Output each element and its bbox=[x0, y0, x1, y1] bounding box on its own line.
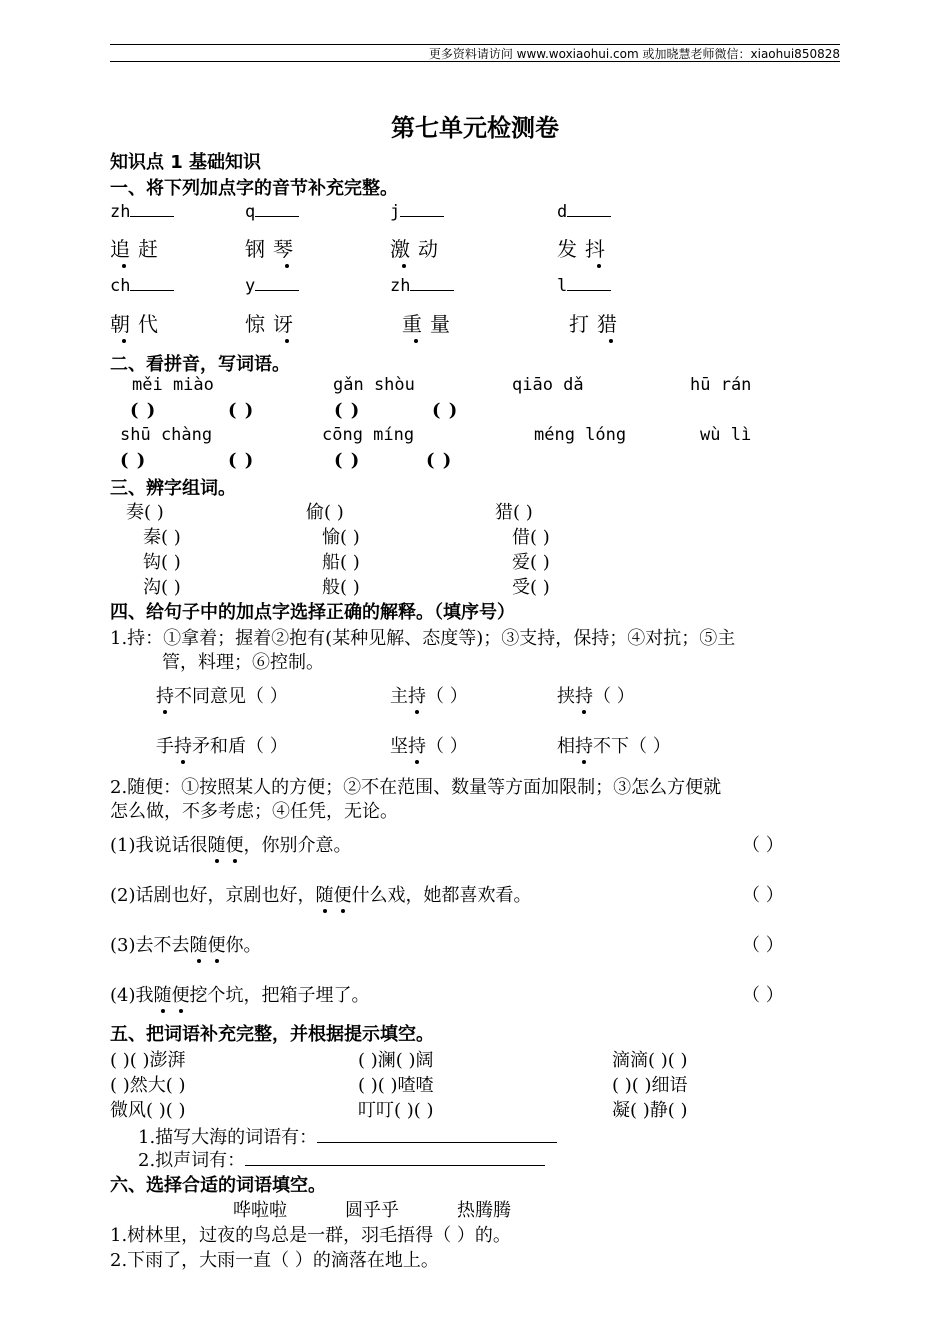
q1-definition-line-1: 1.持：①拿着；握着②抱有(某种见解、态度等)；③支持，保持；④对抗；⑤主 bbox=[110, 628, 736, 649]
definition-choice-item[interactable] bbox=[557, 682, 635, 708]
item-text: 相 bbox=[557, 736, 575, 757]
dotted-char: 猎 bbox=[597, 312, 625, 336]
pinyin-initial-blank bbox=[390, 274, 454, 296]
sentence-item bbox=[110, 931, 262, 957]
dotted-char: 持 bbox=[156, 686, 174, 707]
answer-bracket[interactable]: （ ） bbox=[742, 935, 784, 956]
dotted-char: 朝 bbox=[110, 312, 138, 336]
sentence-text: 你。 bbox=[225, 935, 262, 956]
word-char: 惊 bbox=[245, 312, 273, 336]
dotted-char: 抖 bbox=[585, 237, 613, 261]
section-3-heading: 三、辨字组词。 bbox=[110, 478, 236, 499]
char-word-item[interactable]: 爱( ) bbox=[512, 552, 550, 573]
idiom-fill-item[interactable]: 凝( )静( ) bbox=[612, 1100, 688, 1121]
pinyin-answer-blank[interactable] bbox=[130, 274, 174, 291]
idiom-fill-item[interactable]: 叮叮( )( ) bbox=[358, 1100, 434, 1121]
dotted-char: 讶 bbox=[273, 312, 301, 336]
idiom-fill-item[interactable]: 微风( )( ) bbox=[110, 1100, 186, 1121]
char-word-item[interactable]: 奏( ) bbox=[126, 502, 164, 523]
pinyin-prompt: qiāo dǎ bbox=[512, 375, 584, 395]
pinyin-initial-blank bbox=[245, 274, 299, 296]
definition-choice-item[interactable] bbox=[390, 682, 468, 708]
char-word-item[interactable]: 猎( ) bbox=[495, 502, 533, 523]
item-text: 坚 bbox=[390, 736, 408, 757]
pinyin-answer-blank[interactable] bbox=[255, 200, 299, 217]
dotted-char: 琴 bbox=[273, 237, 301, 261]
pinyin-initial: zh bbox=[390, 276, 411, 296]
word-with-dotted-char bbox=[390, 233, 446, 262]
definition-choice-item[interactable] bbox=[156, 682, 288, 708]
q1-definition-line-2: 管，料理；⑥控制。 bbox=[162, 652, 324, 673]
section-5-heading: 五、把词语补充完整，并根据提示填空。 bbox=[110, 1024, 434, 1045]
sentence-text: (4)我 bbox=[110, 985, 154, 1006]
answer-brackets[interactable]: ( ) bbox=[334, 400, 361, 421]
answer-brackets[interactable]: ( ) bbox=[228, 450, 255, 471]
dotted-char: 持 bbox=[575, 686, 593, 707]
q2-definition-line-2: 怎么做，不多考虑；④任凭，无论。 bbox=[110, 801, 398, 822]
word-char: 赶 bbox=[138, 237, 166, 261]
answer-brackets[interactable]: ( ) bbox=[426, 450, 453, 471]
pinyin-prompt: méng lóng bbox=[534, 425, 627, 445]
answer-bracket[interactable]: （ ） bbox=[742, 985, 784, 1006]
idiom-fill-item[interactable]: ( )然大( ) bbox=[110, 1075, 186, 1096]
fill-prompt-sea-label: 1.描写大海的词语有： bbox=[138, 1127, 318, 1148]
item-text: 手 bbox=[156, 736, 174, 757]
sentence-text: 挖个坑，把箱子埋了。 bbox=[189, 985, 370, 1006]
fill-line-sea[interactable] bbox=[317, 1124, 557, 1143]
answer-brackets[interactable]: ( ) bbox=[228, 400, 255, 421]
idiom-fill-item[interactable]: ( )( )喳喳 bbox=[358, 1075, 434, 1096]
fill-prompt-onomatopoeia-label: 2.拟声词有： bbox=[138, 1150, 246, 1171]
word-with-dotted-char bbox=[245, 233, 301, 262]
char-word-item[interactable]: 受( ) bbox=[512, 577, 550, 598]
item-text: （ ） bbox=[593, 686, 635, 707]
pinyin-prompt: shū chàng bbox=[120, 425, 213, 445]
dotted-char: 激 bbox=[390, 237, 418, 261]
section-2-heading: 二、看拼音，写词语。 bbox=[110, 354, 290, 375]
word-char: 打 bbox=[569, 312, 597, 336]
pinyin-initial: d bbox=[557, 202, 568, 222]
pinyin-initial-blank bbox=[557, 200, 611, 222]
dotted-char: 追 bbox=[110, 237, 138, 261]
definition-choice-item[interactable] bbox=[390, 732, 468, 758]
answer-bracket[interactable]: （ ） bbox=[742, 885, 784, 906]
pinyin-initial-blank bbox=[110, 274, 174, 296]
word-char: 钢 bbox=[245, 237, 273, 261]
sentence-text: (2)话剧也好，京剧也好， bbox=[110, 885, 316, 906]
q2-definition-line-1: 2.随便：①按照某人的方便；②不在范围、数量等方面加限制；③怎么方便就 bbox=[110, 777, 722, 798]
dotted-char: 随 bbox=[315, 885, 334, 906]
dotted-char: 便 bbox=[225, 835, 244, 856]
pinyin-initial: y bbox=[245, 276, 256, 296]
dotted-char: 持 bbox=[408, 686, 426, 707]
pinyin-answer-blank[interactable] bbox=[567, 274, 611, 291]
pinyin-answer-blank[interactable] bbox=[255, 274, 299, 291]
page-title: 第七单元检测卷 bbox=[391, 114, 559, 142]
word-with-dotted-char bbox=[245, 308, 301, 337]
dotted-char: 随 bbox=[207, 835, 226, 856]
dotted-char: 持 bbox=[408, 736, 426, 757]
word-char: 动 bbox=[418, 237, 446, 261]
idiom-fill-item[interactable]: ( )( )细语 bbox=[612, 1075, 688, 1096]
word-char: 发 bbox=[557, 237, 585, 261]
char-word-item[interactable]: 愉( ) bbox=[322, 527, 360, 548]
pinyin-initial: q bbox=[245, 202, 256, 222]
item-text: 挟 bbox=[557, 686, 575, 707]
answer-bracket[interactable]: （ ） bbox=[742, 835, 784, 856]
pinyin-initial: l bbox=[557, 276, 568, 296]
char-word-item[interactable]: 船( ) bbox=[322, 552, 360, 573]
pinyin-answer-blank[interactable] bbox=[567, 200, 611, 217]
dotted-char: 重 bbox=[402, 312, 430, 336]
dotted-char: 随 bbox=[189, 935, 208, 956]
sentence-text: ，你别介意。 bbox=[243, 835, 352, 856]
sentence-item bbox=[110, 831, 352, 857]
definition-choice-item[interactable] bbox=[156, 732, 288, 758]
section-4-heading: 四、给句子中的加点字选择正确的解释。（填序号） bbox=[110, 602, 515, 623]
s6-question-2: 2.下雨了，大雨一直（ ）的滴落在地上。 bbox=[110, 1250, 439, 1271]
item-text: 主 bbox=[390, 686, 408, 707]
pinyin-initial: ch bbox=[110, 276, 131, 296]
char-word-item[interactable]: 偷( ) bbox=[306, 502, 344, 523]
word-char: 量 bbox=[430, 312, 458, 336]
pinyin-initial-blank bbox=[110, 200, 174, 222]
word-with-dotted-char bbox=[110, 233, 166, 262]
dotted-char: 随 bbox=[153, 985, 172, 1006]
pinyin-prompt: měi miào bbox=[132, 375, 214, 395]
pinyin-prompt: wù lì bbox=[700, 425, 752, 445]
pinyin-initial-blank bbox=[390, 200, 444, 222]
word-option: 哗啦啦 bbox=[233, 1200, 287, 1221]
word-option: 热腾腾 bbox=[457, 1200, 511, 1221]
char-word-item[interactable]: 秦( ) bbox=[143, 527, 181, 548]
pinyin-prompt: cōng míng bbox=[322, 425, 415, 445]
char-word-item[interactable]: 借( ) bbox=[512, 527, 550, 548]
sentence-item bbox=[110, 881, 532, 907]
pinyin-prompt: hū rán bbox=[690, 375, 752, 395]
fill-line-onomatopoeia[interactable] bbox=[245, 1147, 545, 1166]
pinyin-initial: zh bbox=[110, 202, 131, 222]
item-text: （ ） bbox=[426, 686, 468, 707]
char-word-item[interactable]: 钩( ) bbox=[143, 552, 181, 573]
answer-brackets[interactable]: ( ) bbox=[120, 450, 147, 471]
header-line-bottom bbox=[110, 61, 840, 62]
item-text: 矛和盾（ ） bbox=[192, 736, 288, 757]
word-with-dotted-char bbox=[110, 308, 166, 337]
definition-choice-item[interactable] bbox=[557, 732, 671, 758]
item-text: （ ） bbox=[426, 736, 468, 757]
section-6-heading: 六、选择合适的词语填空。 bbox=[110, 1175, 326, 1196]
char-word-item[interactable]: 般( ) bbox=[322, 577, 360, 598]
sentence-text: (3)去不去 bbox=[110, 935, 190, 956]
pinyin-answer-blank[interactable] bbox=[410, 274, 454, 291]
char-word-item[interactable]: 沟( ) bbox=[143, 577, 181, 598]
pinyin-prompt: gǎn shòu bbox=[333, 375, 415, 395]
header-text: 更多资料请访问 www.woxiaohui.com 或加晓慧老师微信：xiaohui850828 bbox=[428, 47, 840, 61]
dotted-char: 便 bbox=[333, 885, 352, 906]
section-1-heading: 一、将下列加点字的音节补充完整。 bbox=[110, 178, 398, 199]
pinyin-initial-blank bbox=[245, 200, 299, 222]
dotted-char: 持 bbox=[174, 736, 192, 757]
answer-brackets[interactable]: ( ) bbox=[130, 400, 157, 421]
item-text: 不同意见（ ） bbox=[174, 686, 288, 707]
word-char: 代 bbox=[138, 312, 166, 336]
knowledge-point-heading: 知识点 1 基础知识 bbox=[110, 152, 262, 173]
s6-question-1: 1.树林里，过夜的鸟总是一群，羽毛捂得（ ）的。 bbox=[110, 1225, 511, 1246]
word-with-dotted-char bbox=[402, 308, 458, 337]
word-with-dotted-char bbox=[569, 308, 625, 337]
idiom-fill-item[interactable]: ( )澜( )阔 bbox=[358, 1050, 434, 1071]
idiom-fill-item[interactable]: ( )( )澎湃 bbox=[110, 1050, 186, 1071]
pinyin-answer-blank[interactable] bbox=[130, 200, 174, 217]
answer-brackets[interactable]: ( ) bbox=[334, 450, 361, 471]
fill-prompt-onomatopoeia bbox=[138, 1146, 545, 1172]
pinyin-initial: j bbox=[390, 202, 401, 222]
word-option: 圆乎乎 bbox=[345, 1200, 399, 1221]
pinyin-initial-blank bbox=[557, 274, 611, 296]
word-with-dotted-char bbox=[557, 233, 613, 262]
answer-brackets[interactable]: ( ) bbox=[432, 400, 459, 421]
sentence-text: (1)我说话很 bbox=[110, 835, 208, 856]
dotted-char: 便 bbox=[171, 985, 190, 1006]
dotted-char: 持 bbox=[575, 736, 593, 757]
pinyin-answer-blank[interactable] bbox=[400, 200, 444, 217]
item-text: 不下（ ） bbox=[593, 736, 671, 757]
idiom-fill-item[interactable]: 滴滴( )( ) bbox=[612, 1050, 688, 1071]
dotted-char: 便 bbox=[207, 935, 226, 956]
sentence-text: 什么戏，她都喜欢看。 bbox=[351, 885, 532, 906]
sentence-item bbox=[110, 981, 370, 1007]
